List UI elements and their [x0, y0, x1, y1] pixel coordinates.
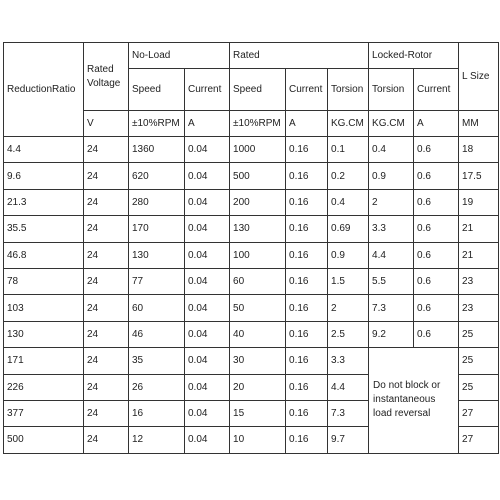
rated-current-cell: 0.16 — [286, 348, 328, 374]
rated-speed-cell: 10 — [230, 427, 286, 453]
locked-torsion-cell: 0.9 — [369, 163, 414, 189]
rated-current-cell: 0.16 — [286, 189, 328, 215]
rated-voltage-cell: 24 — [84, 321, 129, 347]
locked-current-header: Current — [414, 69, 459, 111]
rated-voltage-cell: 24 — [84, 295, 129, 321]
rated-torsion-unit: KG.CM — [328, 111, 369, 137]
reduction-ratio-cell: 21.3 — [4, 189, 84, 215]
reduction-ratio-cell: 103 — [4, 295, 84, 321]
rated-torsion-cell: 3.3 — [328, 348, 369, 374]
locked-torsion-header: Torsion — [369, 69, 414, 111]
rated-current-cell: 0.16 — [286, 321, 328, 347]
no-load-speed-cell: 77 — [129, 268, 185, 294]
reduction-ratio-cell: 500 — [4, 427, 84, 453]
locked-torsion-cell: 3.3 — [369, 216, 414, 242]
rated-current-header: Current — [286, 69, 328, 111]
rated-torsion-cell: 0.2 — [328, 163, 369, 189]
no-load-speed-cell: 620 — [129, 163, 185, 189]
l-size-cell: 25 — [459, 374, 499, 400]
voltage-unit: V — [84, 111, 129, 137]
l-size-cell: 21 — [459, 216, 499, 242]
rated-speed-cell: 15 — [230, 400, 286, 426]
locked-rotor-note: Do not block or instantaneous load reversal — [369, 348, 459, 454]
no-load-current-cell: 0.04 — [185, 137, 230, 163]
rated-current-cell: 0.16 — [286, 268, 328, 294]
reduction-ratio-cell: 4.4 — [4, 137, 84, 163]
rated-torsion-cell: 1.5 — [328, 268, 369, 294]
rated-voltage-cell: 24 — [84, 189, 129, 215]
rated-speed-header: Speed — [230, 69, 286, 111]
l-size-cell: 18 — [459, 137, 499, 163]
rated-torsion-cell: 0.9 — [328, 242, 369, 268]
locked-current-cell: 0.6 — [414, 189, 459, 215]
table-row — [4, 216, 499, 242]
rated-current-cell: 0.16 — [286, 242, 328, 268]
table-row — [4, 348, 499, 374]
locked-torsion-cell: 2 — [369, 189, 414, 215]
l-size-cell: 19 — [459, 189, 499, 215]
rated-torsion-cell: 0.1 — [328, 137, 369, 163]
table-row — [4, 268, 499, 294]
no-load-speed-cell: 1360 — [129, 137, 185, 163]
reduction-ratio-cell: 171 — [4, 348, 84, 374]
l-size-cell: 25 — [459, 348, 499, 374]
locked-torsion-unit: KG.CM — [369, 111, 414, 137]
l-size-cell: 27 — [459, 427, 499, 453]
rated-voltage-cell: 24 — [84, 242, 129, 268]
no-load-current-cell: 0.04 — [185, 427, 230, 453]
rated-speed-cell: 50 — [230, 295, 286, 321]
reduction-ratio-cell: 130 — [4, 321, 84, 347]
reduction-ratio-cell: 9.6 — [4, 163, 84, 189]
rated-current-cell: 0.16 — [286, 295, 328, 321]
no-load-speed-cell: 46 — [129, 321, 185, 347]
locked-current-cell: 0.6 — [414, 321, 459, 347]
rated-voltage-cell: 24 — [84, 374, 129, 400]
rated-voltage-cell: 24 — [84, 268, 129, 294]
no-load-current-cell: 0.04 — [185, 189, 230, 215]
reduction-ratio-cell: 46.8 — [4, 242, 84, 268]
no-load-current-cell: 0.04 — [185, 374, 230, 400]
locked-torsion-cell: 7.3 — [369, 295, 414, 321]
rated-speed-cell: 1000 — [230, 137, 286, 163]
rated-speed-cell: 500 — [230, 163, 286, 189]
no-load-current-unit: A — [185, 111, 230, 137]
rated-voltage-cell: 24 — [84, 163, 129, 189]
rated-speed-unit: ±10%RPM — [230, 111, 286, 137]
l-size-header: L Size — [459, 43, 499, 111]
no-load-current-cell: 0.04 — [185, 216, 230, 242]
rated-speed-cell: 20 — [230, 374, 286, 400]
rated-torsion-cell: 2.5 — [328, 321, 369, 347]
locked-torsion-cell: 9.2 — [369, 321, 414, 347]
locked-current-cell: 0.6 — [414, 268, 459, 294]
table-row — [4, 242, 499, 268]
l-size-cell: 25 — [459, 321, 499, 347]
locked-current-cell: 0.6 — [414, 295, 459, 321]
l-size-cell: 21 — [459, 242, 499, 268]
rated-torsion-header: Torsion — [328, 69, 369, 111]
locked-rotor-header: Locked-Rotor — [369, 43, 459, 69]
no-load-speed-cell: 26 — [129, 374, 185, 400]
rated-current-unit: A — [286, 111, 328, 137]
rated-torsion-cell: 2 — [328, 295, 369, 321]
rated-current-cell: 0.16 — [286, 400, 328, 426]
no-load-speed-cell: 170 — [129, 216, 185, 242]
table-row — [4, 295, 499, 321]
table-row — [4, 189, 499, 215]
rated-speed-cell: 40 — [230, 321, 286, 347]
rated-voltage-header: Rated Voltage — [84, 43, 129, 111]
table-row — [4, 137, 499, 163]
rated-voltage-cell: 24 — [84, 427, 129, 453]
no-load-speed-cell: 12 — [129, 427, 185, 453]
no-load-speed-cell: 16 — [129, 400, 185, 426]
locked-torsion-cell: 0.4 — [369, 137, 414, 163]
no-load-speed-cell: 280 — [129, 189, 185, 215]
locked-current-cell: 0.6 — [414, 163, 459, 189]
motor-spec-table — [3, 42, 499, 454]
no-load-speed-cell: 35 — [129, 348, 185, 374]
reduction-ratio-header: ReductionRatio — [4, 43, 84, 137]
no-load-current-header: Current — [185, 69, 230, 111]
locked-current-cell: 0.6 — [414, 242, 459, 268]
rated-current-cell: 0.16 — [286, 374, 328, 400]
rated-voltage-cell: 24 — [84, 137, 129, 163]
rated-speed-cell: 130 — [230, 216, 286, 242]
rated-current-cell: 0.16 — [286, 137, 328, 163]
locked-current-unit: A — [414, 111, 459, 137]
rated-torsion-cell: 0.4 — [328, 189, 369, 215]
rated-torsion-cell: 0.69 — [328, 216, 369, 242]
header-group-row — [4, 43, 499, 69]
no-load-speed-cell: 60 — [129, 295, 185, 321]
l-size-cell: 17.5 — [459, 163, 499, 189]
no-load-speed-cell: 130 — [129, 242, 185, 268]
rated-voltage-cell: 24 — [84, 348, 129, 374]
no-load-current-cell: 0.04 — [185, 242, 230, 268]
reduction-ratio-cell: 35.5 — [4, 216, 84, 242]
table-row — [4, 321, 499, 347]
no-load-current-cell: 0.04 — [185, 400, 230, 426]
locked-current-cell: 0.6 — [414, 216, 459, 242]
rated-speed-cell: 30 — [230, 348, 286, 374]
rated-current-cell: 0.16 — [286, 427, 328, 453]
no-load-current-cell: 0.04 — [185, 268, 230, 294]
rated-voltage-cell: 24 — [84, 400, 129, 426]
rated-torsion-cell: 7.3 — [328, 400, 369, 426]
reduction-ratio-cell: 377 — [4, 400, 84, 426]
l-size-cell: 23 — [459, 295, 499, 321]
locked-torsion-cell: 5.5 — [369, 268, 414, 294]
no-load-speed-header: Speed — [129, 69, 185, 111]
rated-current-cell: 0.16 — [286, 163, 328, 189]
no-load-current-cell: 0.04 — [185, 163, 230, 189]
no-load-current-cell: 0.04 — [185, 295, 230, 321]
table-row — [4, 163, 499, 189]
no-load-header: No-Load — [129, 43, 230, 69]
no-load-current-cell: 0.04 — [185, 348, 230, 374]
no-load-current-cell: 0.04 — [185, 321, 230, 347]
rated-header: Rated — [230, 43, 369, 69]
rated-current-cell: 0.16 — [286, 216, 328, 242]
l-size-unit: MM — [459, 111, 499, 137]
rated-voltage-cell: 24 — [84, 216, 129, 242]
reduction-ratio-cell: 78 — [4, 268, 84, 294]
rated-speed-cell: 60 — [230, 268, 286, 294]
rated-torsion-cell: 9.7 — [328, 427, 369, 453]
rated-torsion-cell: 4.4 — [328, 374, 369, 400]
locked-current-cell: 0.6 — [414, 137, 459, 163]
reduction-ratio-cell: 226 — [4, 374, 84, 400]
locked-torsion-cell: 4.4 — [369, 242, 414, 268]
no-load-speed-unit: ±10%RPM — [129, 111, 185, 137]
rated-speed-cell: 100 — [230, 242, 286, 268]
l-size-cell: 23 — [459, 268, 499, 294]
l-size-cell: 27 — [459, 400, 499, 426]
rated-speed-cell: 200 — [230, 189, 286, 215]
